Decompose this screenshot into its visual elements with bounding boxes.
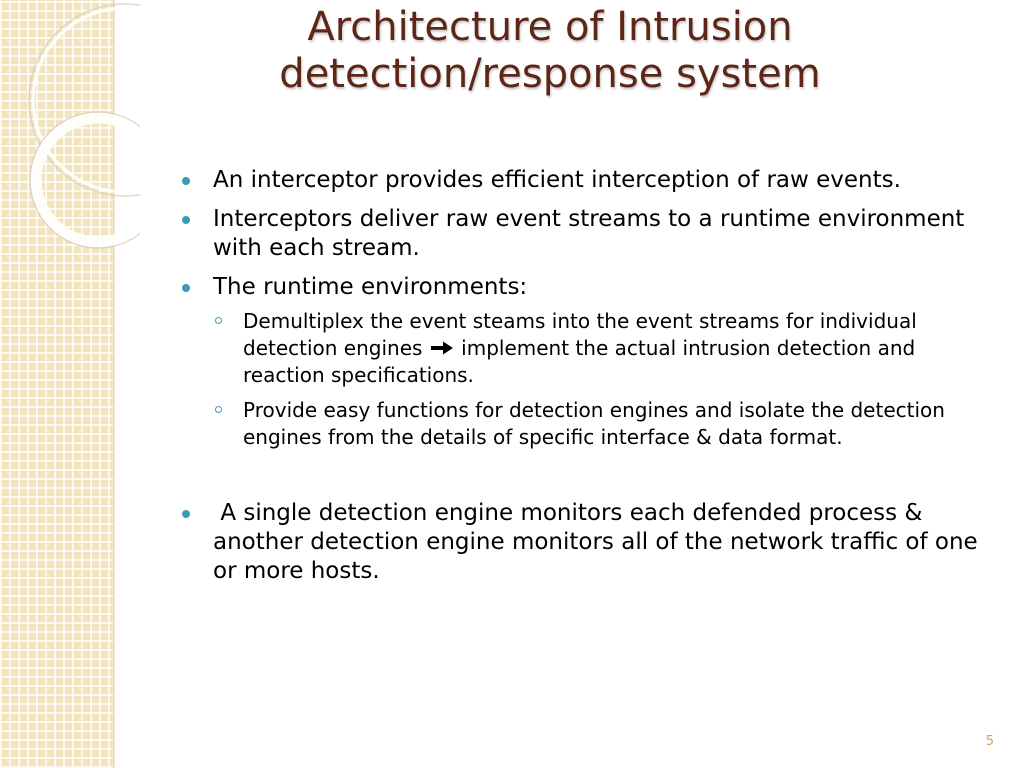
decorative-rings (0, 0, 140, 300)
bullet-item (180, 499, 1000, 586)
title-line-2: detection/response system (279, 51, 821, 97)
sub-bullet-text-before-arrow: Demultiplex the event steams into the event streams for individual detection engines (243, 309, 917, 360)
sub-bullet-item (180, 308, 1000, 389)
bullet-text: An interceptor provides efficient interception of raw events. (213, 167, 901, 193)
sub-bullet-ring-icon (215, 406, 222, 413)
bullet-dot-icon (182, 284, 190, 292)
bullet-item (180, 205, 1000, 263)
bullet-text: Interceptors deliver raw event streams to a runtime environment with each stream. (213, 206, 965, 261)
bullet-text: The runtime environments: (213, 274, 528, 300)
bullet-dot-icon (182, 216, 190, 224)
sub-bullet-item (180, 397, 1000, 451)
bullet-item (180, 273, 1000, 302)
sub-bullet-text-after-arrow: implement the actual intrusion detection and reaction specifications. (243, 336, 916, 387)
slide-content (180, 166, 1000, 596)
sub-bullet-ring-icon (215, 317, 222, 324)
bullet-dot-icon (182, 177, 190, 185)
sub-bullet-text: Provide easy functions for detection engines and isolate the detection engines from the details of specific interface & data format. (243, 398, 945, 449)
bullet-item (180, 166, 1000, 195)
slide-title (150, 4, 950, 98)
title-line-1: Architecture of Intrusion (307, 4, 793, 50)
bullet-dot-icon (182, 510, 190, 518)
right-arrow-icon (429, 340, 455, 356)
bullet-text: A single detection engine monitors each defended process & another detection engine monitors all of the network traffic of one or more hosts. (213, 500, 986, 584)
page-number: 5 (985, 734, 994, 749)
